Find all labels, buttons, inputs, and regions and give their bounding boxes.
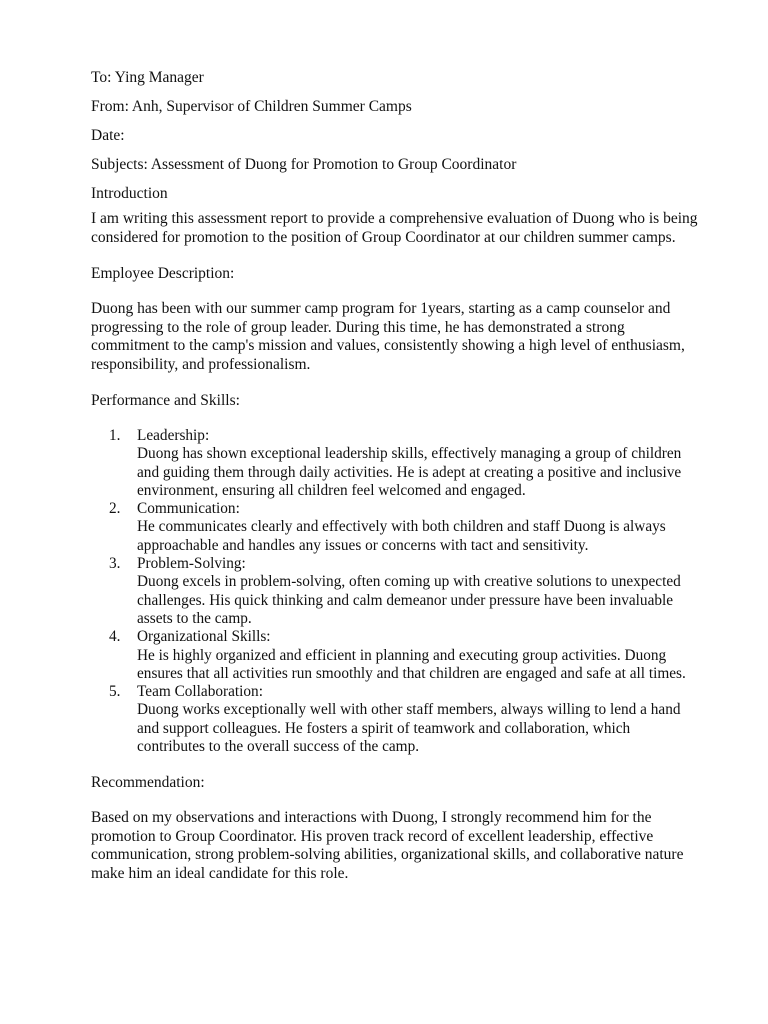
memo-subject: Subjects: Assessment of Duong for Promotion to Group Coordinator	[91, 156, 517, 173]
skill-title: Organizational Skills:	[137, 628, 271, 646]
employee-description-heading: Employee Description:	[91, 265, 235, 282]
skill-number: 5.	[109, 683, 121, 701]
skill-body: Duong excels in problem-solving, often coming up with creative solutions to unexpected challenges. His quick thinking and calm demeanor under pressure have been invaluable assets to the camp.	[137, 573, 681, 627]
skill-item-leadership	[91, 427, 701, 500]
skill-title: Leadership:	[137, 427, 210, 444]
skill-item-team-collaboration	[91, 683, 701, 756]
skill-title: Problem-Solving:	[137, 555, 246, 573]
introduction-heading: Introduction	[91, 185, 168, 202]
memo-to: To: Ying Manager	[91, 69, 204, 86]
employee-description-body: Duong has been with our summer camp program for 1years, starting as a camp counselor and progressing to the role of group leader. During this time, he has demonstrated a strong commitment to the camp's mission and values, consistently showing a high level of enthusiasm, responsibility, and professionalism.	[91, 300, 685, 373]
skill-number: 1.	[109, 427, 121, 444]
skill-body: Duong works exceptionally well with other staff members, always willing to lend a hand and support colleagues. He fosters a spirit of teamwork and collaboration, which contributes to the overall success of the camp.	[137, 701, 681, 756]
skill-number: 3.	[109, 555, 121, 573]
memo-date: Date:	[91, 127, 125, 144]
skill-item-problem-solving	[91, 555, 701, 628]
performance-heading: Performance and Skills:	[91, 392, 240, 409]
skill-number: 4.	[109, 628, 121, 646]
skill-body: Duong has shown exceptional leadership skills, effectively managing a group of children and guiding them through daily activities. He is adept at creating a positive and inclusive environment, ensuring all children feel welcomed and engaged.	[137, 445, 682, 499]
document-page	[91, 66, 701, 883]
skill-title: Team Collaboration:	[137, 683, 263, 701]
skill-item-organizational	[91, 628, 701, 683]
skill-number: 2.	[109, 500, 121, 518]
recommendation-body: Based on my observations and interactions with Duong, I strongly recommend him for the promotion to Group Coordinator. His proven track record of excellent leadership, effective communication, strong problem-solving abilities, organizational skills, and collaborative nature make him an ideal candidate for this role.	[91, 809, 684, 882]
skill-body: He is highly organized and efficient in planning and executing group activities. Duong ensures that all activities run smoothly and that children are engaged and safe at all times.	[137, 646, 686, 682]
memo-from: From: Anh, Supervisor of Children Summer Camps	[91, 98, 412, 115]
skill-title: Communication:	[137, 500, 240, 518]
skills-list	[91, 427, 701, 756]
skill-item-communication	[91, 500, 701, 555]
skill-body: He communicates clearly and effectively with both children and staff Duong is always approachable and handles any issues or concerns with tact and sensitivity.	[137, 518, 666, 554]
introduction-body: I am writing this assessment report to provide a comprehensive evaluation of Duong who is being considered for promotion to the position of Group Coordinator at our children summer camps.	[91, 210, 698, 246]
recommendation-heading: Recommendation:	[91, 774, 205, 792]
